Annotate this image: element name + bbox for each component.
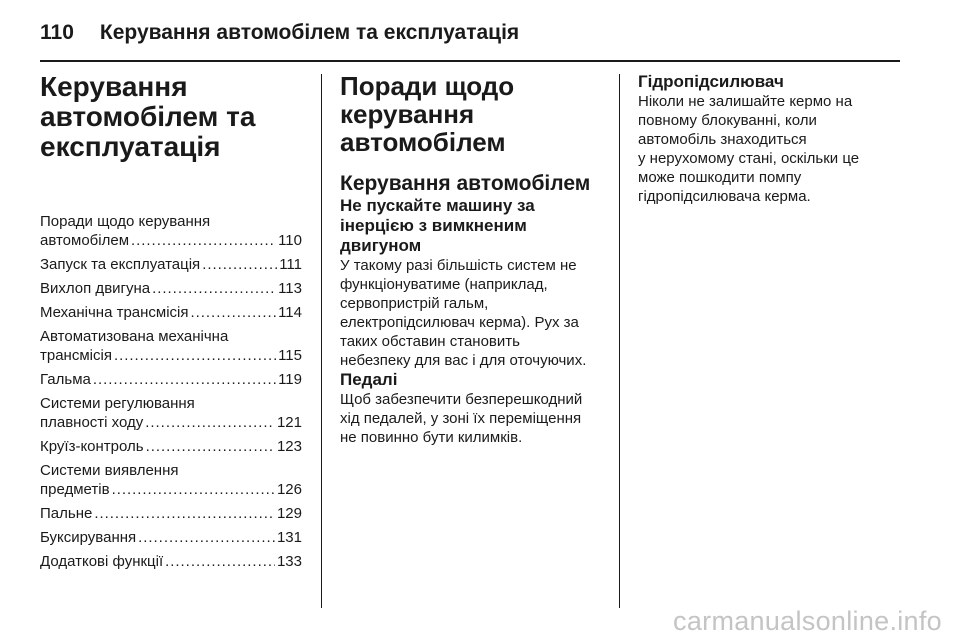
toc-page-number: 133 xyxy=(276,553,302,570)
body-pedals: Щоб забезпечити безперешкодний хід педалей, у зоні їх переміщення не повинно бути килимків. xyxy=(340,391,583,446)
toc-page-number: 114 xyxy=(278,304,302,321)
column-power-steering xyxy=(638,72,908,206)
body-coasting: У такому разі більшість систем не функціонуватиме (наприклад, сервопристрій гальм, електропідсилювач керма). Рух за таких обставин становить небезпеку для вас і для оточуючих. xyxy=(340,257,587,369)
column-divider-2 xyxy=(619,74,620,608)
header-divider xyxy=(40,60,900,62)
toc-dot-leader xyxy=(152,279,276,298)
toc-entry-title: Гальма xyxy=(40,371,91,388)
toc-dot-leader xyxy=(114,346,276,365)
toc-dot-leader xyxy=(94,504,275,523)
toc-entry[interactable] xyxy=(40,437,302,456)
toc-page-number: 113 xyxy=(278,280,302,297)
toc-entry-title: Круїз-контроль xyxy=(40,438,144,455)
column-driving-hints xyxy=(340,72,602,447)
toc-entry-title-line: Системи виявлення xyxy=(40,462,179,479)
toc-entry-title: автомобілем xyxy=(40,232,130,249)
toc-page-number: 131 xyxy=(276,529,302,546)
toc-entry-line xyxy=(40,504,302,523)
toc-entry[interactable] xyxy=(40,394,302,432)
toc-entry-title-line: Поради щодо керування xyxy=(40,213,211,230)
toc-dot-leader xyxy=(165,552,275,571)
toc-page-number: 111 xyxy=(279,256,302,273)
toc-dot-leader xyxy=(145,413,275,432)
toc-entry[interactable] xyxy=(40,303,302,322)
toc-dot-leader xyxy=(112,480,275,499)
toc-entry-line xyxy=(40,231,302,250)
toc-entry-line xyxy=(40,480,302,499)
toc-entry-line xyxy=(40,413,302,432)
toc-entry-title: Буксирування xyxy=(40,529,137,546)
toc-entry-title: Додаткові функції xyxy=(40,553,164,570)
toc-entry[interactable] xyxy=(40,528,302,547)
toc-entry-title: предметів xyxy=(40,481,110,498)
toc-entry-title: Вихлоп двигуна xyxy=(40,280,151,297)
toc-entry[interactable] xyxy=(40,504,302,523)
toc-dot-leader xyxy=(191,303,277,322)
toc-entry-line xyxy=(40,370,302,389)
toc-entry-title: трансмісія xyxy=(40,347,112,364)
toc-page-number: 119 xyxy=(278,371,302,388)
toc-entry-line xyxy=(40,346,302,365)
toc-entry-title: Механічна трансмісія xyxy=(40,304,189,321)
chapter-title: Керування автомобілем та експлуатація xyxy=(40,71,256,162)
toc-page-number: 129 xyxy=(276,505,302,522)
watermark: carmanualsonline.info xyxy=(673,606,942,636)
heading-power-steering: Гідропідсилювач xyxy=(638,72,784,91)
toc-entry-line xyxy=(40,552,302,571)
page-number: 110 xyxy=(40,21,74,44)
toc-entry-line xyxy=(40,255,302,274)
toc-entry[interactable] xyxy=(40,327,302,365)
toc-dot-leader xyxy=(202,255,277,274)
toc-entry-line xyxy=(40,528,302,547)
running-title: Керування автомобілем та експлуатація xyxy=(99,21,520,44)
toc-entry-title: Пальне xyxy=(40,505,93,522)
toc-dot-leader xyxy=(138,528,275,547)
toc-entry-line xyxy=(40,279,302,298)
column-toc xyxy=(40,72,302,576)
toc-entry-title-line: Автоматизована механічна xyxy=(40,328,229,345)
toc-dot-leader xyxy=(93,370,276,389)
toc-entry-line xyxy=(40,437,302,456)
toc-entry-title: Запуск та експлуатація xyxy=(40,256,201,273)
toc-page-number: 121 xyxy=(276,414,302,431)
toc-entry[interactable] xyxy=(40,461,302,499)
toc-page-number: 126 xyxy=(276,481,302,498)
toc-entry[interactable] xyxy=(40,370,302,389)
toc-page-number: 110 xyxy=(278,232,302,249)
toc-dot-leader xyxy=(146,437,275,456)
toc-entry[interactable] xyxy=(40,279,302,298)
page-header xyxy=(40,16,900,50)
toc-entry[interactable] xyxy=(40,255,302,274)
subsection-title: Керування автомобілем xyxy=(340,172,591,195)
heading-pedals: Педалі xyxy=(340,370,398,389)
toc-entry-title: плавності ходу xyxy=(40,414,144,431)
toc-entry-title-line: Системи регулювання xyxy=(40,395,195,412)
toc-entry[interactable] xyxy=(40,552,302,571)
toc-page-number: 115 xyxy=(278,347,302,364)
toc-dot-leader xyxy=(131,231,276,250)
table-of-contents xyxy=(40,212,302,571)
toc-entry[interactable] xyxy=(40,212,302,250)
toc-entry-line xyxy=(40,303,302,322)
section-title: Поради щодо керування автомобілем xyxy=(340,71,515,157)
toc-page-number: 123 xyxy=(276,438,302,455)
body-power-steering: Ніколи не залишайте кермо на повному блокуванні, коли автомобіль знаходиться у нерухомому стані, оскільки це може пошкодити помпу гідропідсилювача керма. xyxy=(638,93,860,205)
column-divider-1 xyxy=(321,74,322,608)
heading-coasting: Не пускайте машину за інерцією з вимкненим двигуном xyxy=(340,196,535,255)
